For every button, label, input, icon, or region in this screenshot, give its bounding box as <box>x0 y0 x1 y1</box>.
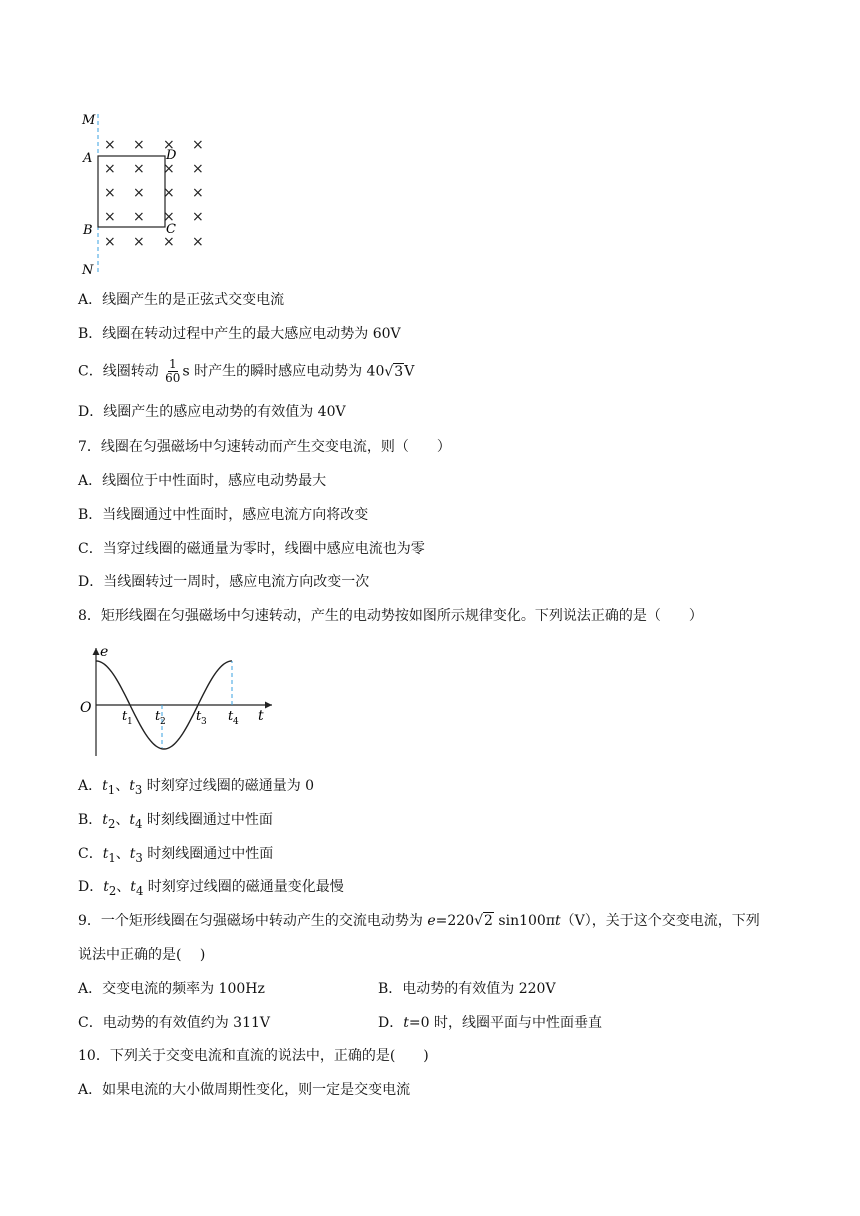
q8-c-sep: 、 <box>115 846 130 862</box>
q9-sqrt: √2 <box>474 913 493 929</box>
field-cross: × <box>192 137 204 153</box>
field-cross: × <box>163 234 175 250</box>
q9-e: e <box>427 913 436 929</box>
q6-c-fraction <box>165 358 180 385</box>
q6-c-radicand: 3 <box>394 363 404 380</box>
q6-c-prefix: C．线圈转动 <box>78 363 159 380</box>
q9-option-a: A．交变电流的频率为 100Hz <box>78 981 265 997</box>
t-axis-label: t <box>258 708 264 724</box>
q8-b-t2: t <box>129 812 135 828</box>
q9-stem-a: 9．一个矩形线圈在匀强磁场中转动产生的交流电动势为 <box>78 913 428 929</box>
q8-b-sep: 、 <box>115 812 130 828</box>
q6-c-sqrt: √3 <box>384 363 404 380</box>
q8-a-rest: 时刻穿过线圈的磁通量为 0 <box>142 778 315 794</box>
q7-option-d: D．当线圈转过一周时，感应电流方向改变一次 <box>78 574 370 590</box>
q8-b-sub2: 4 <box>135 816 143 831</box>
q9-stem-line2: 说法中正确的是( ) <box>78 947 206 963</box>
q7-option-a: A．线圈位于中性面时，感应电动势最大 <box>78 473 327 489</box>
q10-stem: 10．下列关于交变电流和直流的说法中，正确的是( ) <box>78 1048 429 1064</box>
label-n: N <box>82 263 94 278</box>
q9-sin: sin100 <box>493 913 546 929</box>
field-cross: × <box>104 137 116 153</box>
q8-b-rest: 时刻线圈通过中性面 <box>142 812 273 828</box>
svg-text:t: t <box>122 709 128 724</box>
svg-text:t: t <box>196 709 202 724</box>
emf-time-graph <box>76 640 286 760</box>
q8-a-t: t <box>102 778 108 794</box>
field-cross: × <box>163 185 175 201</box>
label-b: B <box>83 223 93 238</box>
q8-d-t: t <box>103 879 109 895</box>
svg-text:t: t <box>155 709 161 724</box>
tick-label-t1 <box>122 709 133 727</box>
q6-c-coef: 40 <box>366 363 385 380</box>
q8-d-rest: 时刻穿过线圈的磁通量变化最慢 <box>143 879 344 895</box>
svg-text:3: 3 <box>201 717 207 727</box>
q8-a-sub: 1 <box>107 782 116 797</box>
field-crosses <box>104 137 204 250</box>
field-cross: × <box>133 161 145 177</box>
tick-label-t3 <box>196 709 207 727</box>
tick-label-t2 <box>155 709 166 727</box>
q8-d-t2: t <box>130 879 136 895</box>
e-axis-label: e <box>100 644 109 660</box>
q6-c-frac-num: 1 <box>168 357 177 371</box>
q8-a-sep: 、 <box>115 778 130 794</box>
q6-option-a: A．线圈产生的是正弦式交变电流 <box>78 292 285 308</box>
field-cross: × <box>192 185 204 201</box>
q8-a-label: A． <box>78 778 103 794</box>
field-cross: × <box>104 234 116 250</box>
svg-text:2: 2 <box>160 717 166 727</box>
q6-option-d: D．线圈产生的感应电动势的有效值为 40V <box>78 404 346 420</box>
q9-d-rest: =0 时，线圈平面与中性面垂直 <box>408 1015 602 1031</box>
q9-eq: =220 <box>435 913 475 929</box>
q8-c-sub2: 3 <box>135 850 143 865</box>
q8-b-label: B． <box>78 812 103 828</box>
svg-text:t: t <box>228 709 234 724</box>
q6-c-frac-den: 60 <box>165 371 181 385</box>
q8-c-label: C． <box>78 846 103 862</box>
field-cross: × <box>133 137 145 153</box>
q9-d-t: t <box>403 1015 409 1031</box>
q9-stem-line1 <box>78 911 760 931</box>
q9-option-c: C．电动势的有效值约为 311V <box>78 1015 270 1031</box>
q8-c-sub: 1 <box>108 850 116 865</box>
q8-d-label: D． <box>78 879 104 895</box>
label-c: C <box>166 222 176 237</box>
label-a: A <box>83 151 93 166</box>
svg-text:1: 1 <box>127 717 133 727</box>
q8-option-d <box>78 877 344 901</box>
q8-c-rest: 时刻线圈通过中性面 <box>142 846 274 862</box>
q8-b-sub: 2 <box>107 816 116 831</box>
q8-a-sub2: 3 <box>134 782 143 797</box>
label-d: D <box>166 148 177 163</box>
q8-option-b <box>78 810 273 834</box>
field-cross: × <box>133 234 145 250</box>
field-cross: × <box>163 137 175 153</box>
origin-label: O <box>80 700 92 716</box>
q7-option-c: C．当穿过线圈的磁通量为零时，线圈中感应电流也为零 <box>78 541 425 557</box>
field-cross: × <box>133 185 145 201</box>
q8-b-t: t <box>102 812 108 828</box>
field-cross: × <box>163 209 175 225</box>
q8-d-sub: 2 <box>108 883 117 898</box>
q8-d-sub2: 4 <box>135 883 144 898</box>
field-cross: × <box>192 234 204 250</box>
field-cross: × <box>133 209 145 225</box>
q7-option-b: B．当线圈通过中性面时，感应电流方向将改变 <box>78 507 369 523</box>
field-cross: × <box>192 161 204 177</box>
field-cross: × <box>104 161 116 177</box>
q9-t: t <box>555 913 561 929</box>
q8-d-sep: 、 <box>116 879 131 895</box>
tick-label-t4 <box>228 709 239 727</box>
q8-c-t: t <box>102 846 109 862</box>
q8-a-t2: t <box>129 778 135 794</box>
q6-option-c <box>78 358 414 385</box>
field-cross: × <box>192 209 204 225</box>
q8-c-t2: t <box>129 846 136 862</box>
svg-text:4: 4 <box>233 717 239 727</box>
q8-option-c <box>78 844 273 868</box>
q10-option-a: A．如果电流的大小做周期性变化，则一定是交变电流 <box>78 1082 411 1098</box>
q6-option-b: B．线圈在转动过程中产生的最大感应电动势为 60V <box>78 326 401 342</box>
q8-option-a <box>78 776 314 800</box>
q9-stem-b: （V），关于这个交变电流，下列 <box>560 913 760 929</box>
label-m: M <box>82 113 96 128</box>
q9-radicand: 2 <box>484 913 493 929</box>
q7-stem: 7．线圈在匀强磁场中匀速转动而产生交变电流，则（ ） <box>78 439 451 455</box>
field-cross: × <box>163 161 175 177</box>
coil-field-figure <box>76 108 226 280</box>
q8-stem: 8．矩形线圈在匀强磁场中匀速转动，产生的电动势按如图所示规律变化。下列说法正确的是（ ） <box>78 608 703 624</box>
q6-c-mid: s 时产生的瞬时感应电动势为 <box>182 363 367 380</box>
q9-d-label: D． <box>378 1015 404 1031</box>
q9-pi: π <box>545 913 556 929</box>
field-cross: × <box>104 209 116 225</box>
q9-option-b: B．电动势的有效值为 220V <box>378 981 556 997</box>
q9-option-d <box>378 1013 602 1033</box>
q6-c-unit: V <box>404 363 415 380</box>
field-cross: × <box>104 185 116 201</box>
